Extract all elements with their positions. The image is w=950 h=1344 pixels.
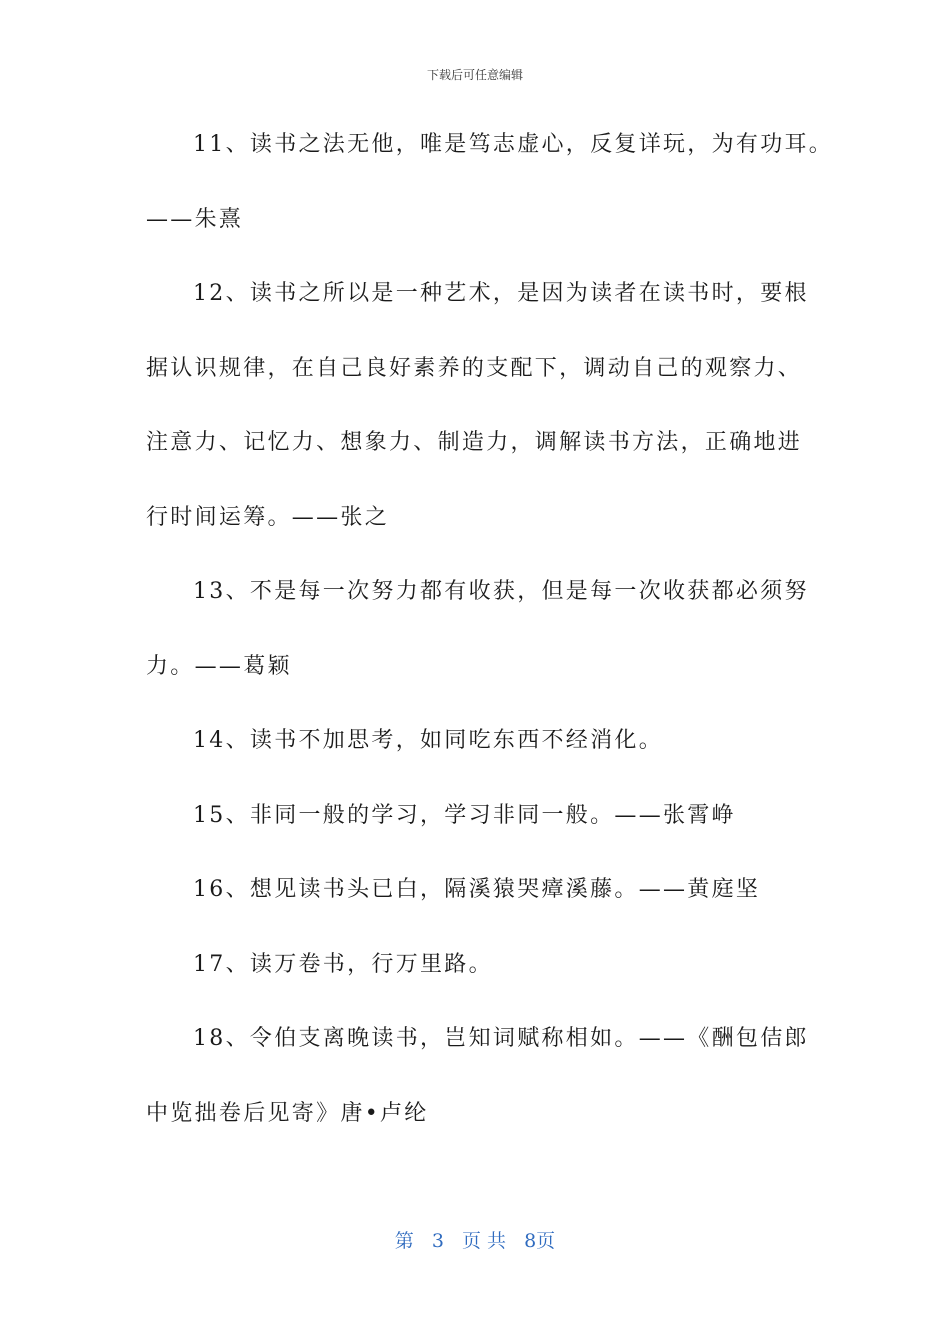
quote-12-line-3: 注意力、记忆力、想象力、制造力，调解读书方法，正确地进 bbox=[146, 430, 803, 455]
quote-13-line-1: 13、不是每一次努力都有收获，但是每一次收获都必须努 bbox=[193, 579, 809, 604]
quote-13-line-2: 力。——葛颖 bbox=[146, 653, 292, 679]
total-pages: 8页 bbox=[524, 1230, 556, 1252]
current-page-number: 3 bbox=[431, 1230, 444, 1252]
quote-15: 15、非同一般的学习，学习非同一般。——张霄峥 bbox=[193, 802, 736, 828]
page-header: 下载后可任意编辑 bbox=[426, 68, 523, 82]
quote-11-line-2: ——朱熹 bbox=[146, 206, 244, 232]
page-footer bbox=[0, 1226, 950, 1253]
quote-18-line-2: 中览拙卷后见寄》唐•卢纶 bbox=[146, 1100, 429, 1126]
quote-11-line-1: 11、读书之法无他，唯是笃志虚心，反复详玩，为有功耳。 bbox=[193, 132, 834, 157]
document-body bbox=[146, 122, 834, 1165]
quote-14: 14、读书不加思考，如同吃东西不经消化。 bbox=[193, 728, 663, 753]
quote-17: 17、读万卷书，行万里路。 bbox=[193, 951, 493, 977]
quote-12-line-4: 行时间运筹。——张之 bbox=[146, 504, 390, 530]
quote-16: 16、想见读书头已白，隔溪猿哭瘴溪藤。——黄庭坚 bbox=[193, 877, 761, 902]
quote-12-line-2: 据认识规律，在自己良好素养的支配下，调动自己的观察力、 bbox=[146, 355, 803, 381]
footer-prefix: 第 bbox=[394, 1230, 414, 1252]
footer-middle: 页 共 bbox=[462, 1230, 507, 1252]
quote-12-line-1: 12、读书之所以是一种艺术，是因为读者在读书时，要根 bbox=[193, 281, 809, 306]
quote-18-line-1: 18、令伯支离晚读书，岂知词赋称相如。——《酬包佶郎 bbox=[193, 1026, 809, 1051]
